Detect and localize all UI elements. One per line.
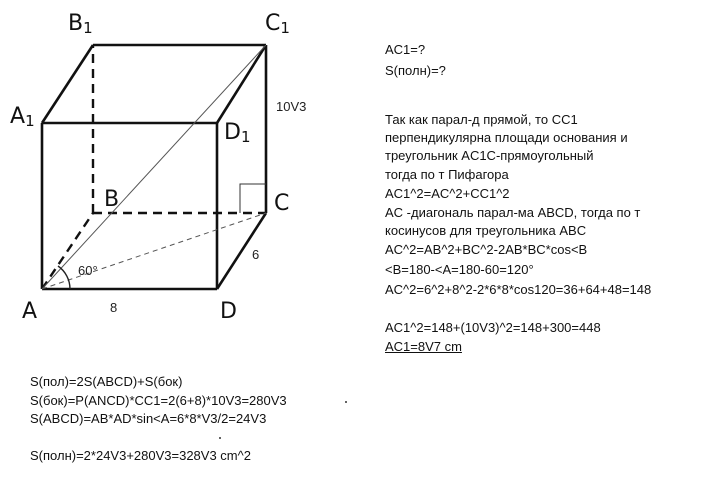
text-line: S(полн)=?	[385, 63, 446, 78]
angle-label-a: 60°	[78, 263, 98, 278]
text-line: S(пол)=2S(ABCD)+S(бок)	[30, 374, 183, 389]
text-line: треугольник AC1C-прямоугольный	[385, 148, 594, 163]
stray-dot	[219, 437, 221, 439]
length-label-dc: 6	[252, 247, 260, 262]
text-line: AC^2=6^2+8^2-2*6*8*cos120=36+64+48=148	[385, 282, 652, 297]
vertex-label-a1: A1	[10, 104, 35, 130]
length-label-ad: 8	[110, 300, 118, 315]
vertex-label-c: C	[274, 191, 290, 216]
vertex-label-b: B	[104, 187, 120, 212]
text-line: AC -диагональ парал-ма ABCD, тогда по т	[385, 205, 641, 220]
right-angle-mark	[240, 184, 266, 213]
answer-line: AC1=8V7 cm	[385, 339, 462, 354]
answer-line: S(полн)=2*24V3+280V3=328V3 cm^2	[30, 448, 251, 463]
text-line: AC1^2=148+(10V3)^2=148+300=448	[385, 320, 601, 335]
edge-a1-b1	[42, 45, 93, 123]
vertex-label-d: D	[220, 299, 237, 324]
vertex-label-c1: C1	[265, 11, 290, 37]
stray-dot	[345, 401, 347, 403]
vertex-label-a: A	[22, 299, 38, 324]
length-label-cc1: 10V3	[276, 99, 307, 114]
text-line: перпендикулярна площади основания и	[385, 130, 628, 145]
text-line: AC1^2=AC^2+CC1^2	[385, 186, 510, 201]
vertex-label-b1: B1	[68, 11, 93, 37]
text-line: <B=180-<A=180-60=120°	[385, 262, 534, 277]
diagonal-a-c	[42, 213, 266, 289]
text-line: Так как парал-д прямой, то CC1	[385, 112, 578, 127]
diagonal-a-c1	[42, 45, 266, 289]
vertex-label-d1: D1	[224, 120, 251, 146]
text-line: AC1=?	[385, 42, 426, 57]
text-line: тогда по т Пифагора	[385, 167, 509, 182]
edge-d1-c1	[217, 45, 266, 123]
text-line: AC^2=AB^2+BC^2-2AB*BC*cos<B	[385, 242, 588, 257]
text-line: S(бок)=P(ANCD)*CC1=2(6+8)*10V3=280V3	[30, 393, 287, 408]
text-line: косинусов для треугольника ABC	[385, 223, 587, 238]
text-line: S(ABCD)=AB*AD*sin<A=6*8*V3/2=24V3	[30, 411, 267, 426]
